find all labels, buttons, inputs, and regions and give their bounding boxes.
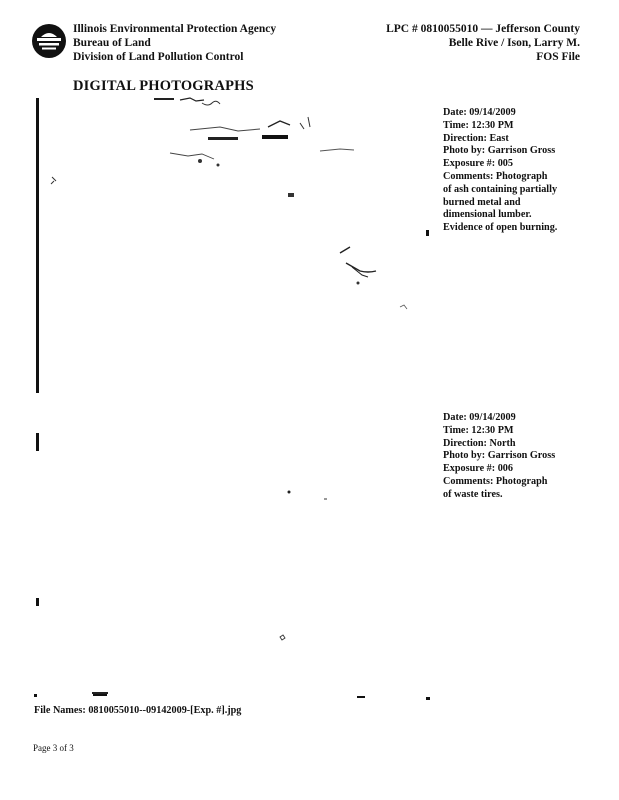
agency-header — [73, 22, 276, 64]
division-name: Division of Land Pollution Control — [73, 51, 244, 63]
photo-2-photographer: Photo by: Garrison Gross — [443, 450, 556, 462]
scan-edge-mark — [93, 694, 107, 696]
photo-1-date: Date: 09/14/2009 — [443, 107, 516, 118]
photo-1-exposure: Exposure #: 005 — [443, 158, 513, 170]
photo-1-time: Time: 12:30 PM — [443, 119, 514, 131]
photo-2-direction: Direction: North — [443, 437, 516, 449]
photo-2-exposure: Exposure #: 006 — [443, 463, 513, 475]
file-type: FOS File — [536, 51, 580, 63]
photo-2-comments-line: of waste tires. — [443, 488, 503, 500]
photo-2-comments-line: Comments: Photograph — [443, 475, 548, 487]
agency-name: Illinois Environmental Protection Agency — [73, 23, 277, 35]
scan-edge-mark — [36, 598, 39, 606]
photo-1-metadata — [443, 107, 557, 235]
file-names: File Names: 0810055010--09142009-[Exp. #].jpg — [34, 705, 242, 716]
photo-1-direction: Direction: East — [443, 132, 509, 144]
photo-2-time: Time: 12:30 PM — [443, 424, 514, 436]
photo-1-comments-line: Comments: Photograph — [443, 170, 548, 182]
scan-edge-mark — [34, 694, 37, 697]
scan-edge-mark — [36, 98, 39, 393]
photo-1-comments-line: burned metal and — [443, 196, 521, 208]
bureau-name: Bureau of Land — [73, 37, 151, 49]
photo-1-comments-line: dimensional lumber. — [443, 209, 532, 221]
scan-edge-mark — [36, 433, 39, 451]
lpc-number: LPC # 0810055010 — Jefferson County — [386, 23, 580, 35]
photo-2-date: Date: 09/14/2009 — [443, 412, 516, 423]
photo-ash-debris — [40, 95, 420, 400]
photo-1-comments-line: of ash containing partially — [443, 183, 558, 195]
scan-edge-mark — [426, 230, 429, 236]
illinois-epa-logo-icon — [31, 23, 67, 59]
site-header — [386, 22, 580, 64]
photo-2-metadata — [443, 412, 555, 502]
scan-edge-mark — [426, 697, 430, 700]
photo-1-photographer: Photo by: Garrison Gross — [443, 145, 556, 157]
photo-1-comments-line: Evidence of open burning. — [443, 222, 558, 234]
page-number: Page 3 of 3 — [33, 743, 74, 753]
site-name: Belle Rive / Ison, Larry M. — [448, 37, 580, 49]
scan-edge-mark — [357, 696, 365, 698]
photo-waste-tires — [40, 405, 420, 695]
section-title: DIGITAL PHOTOGRAPHS — [73, 78, 254, 94]
